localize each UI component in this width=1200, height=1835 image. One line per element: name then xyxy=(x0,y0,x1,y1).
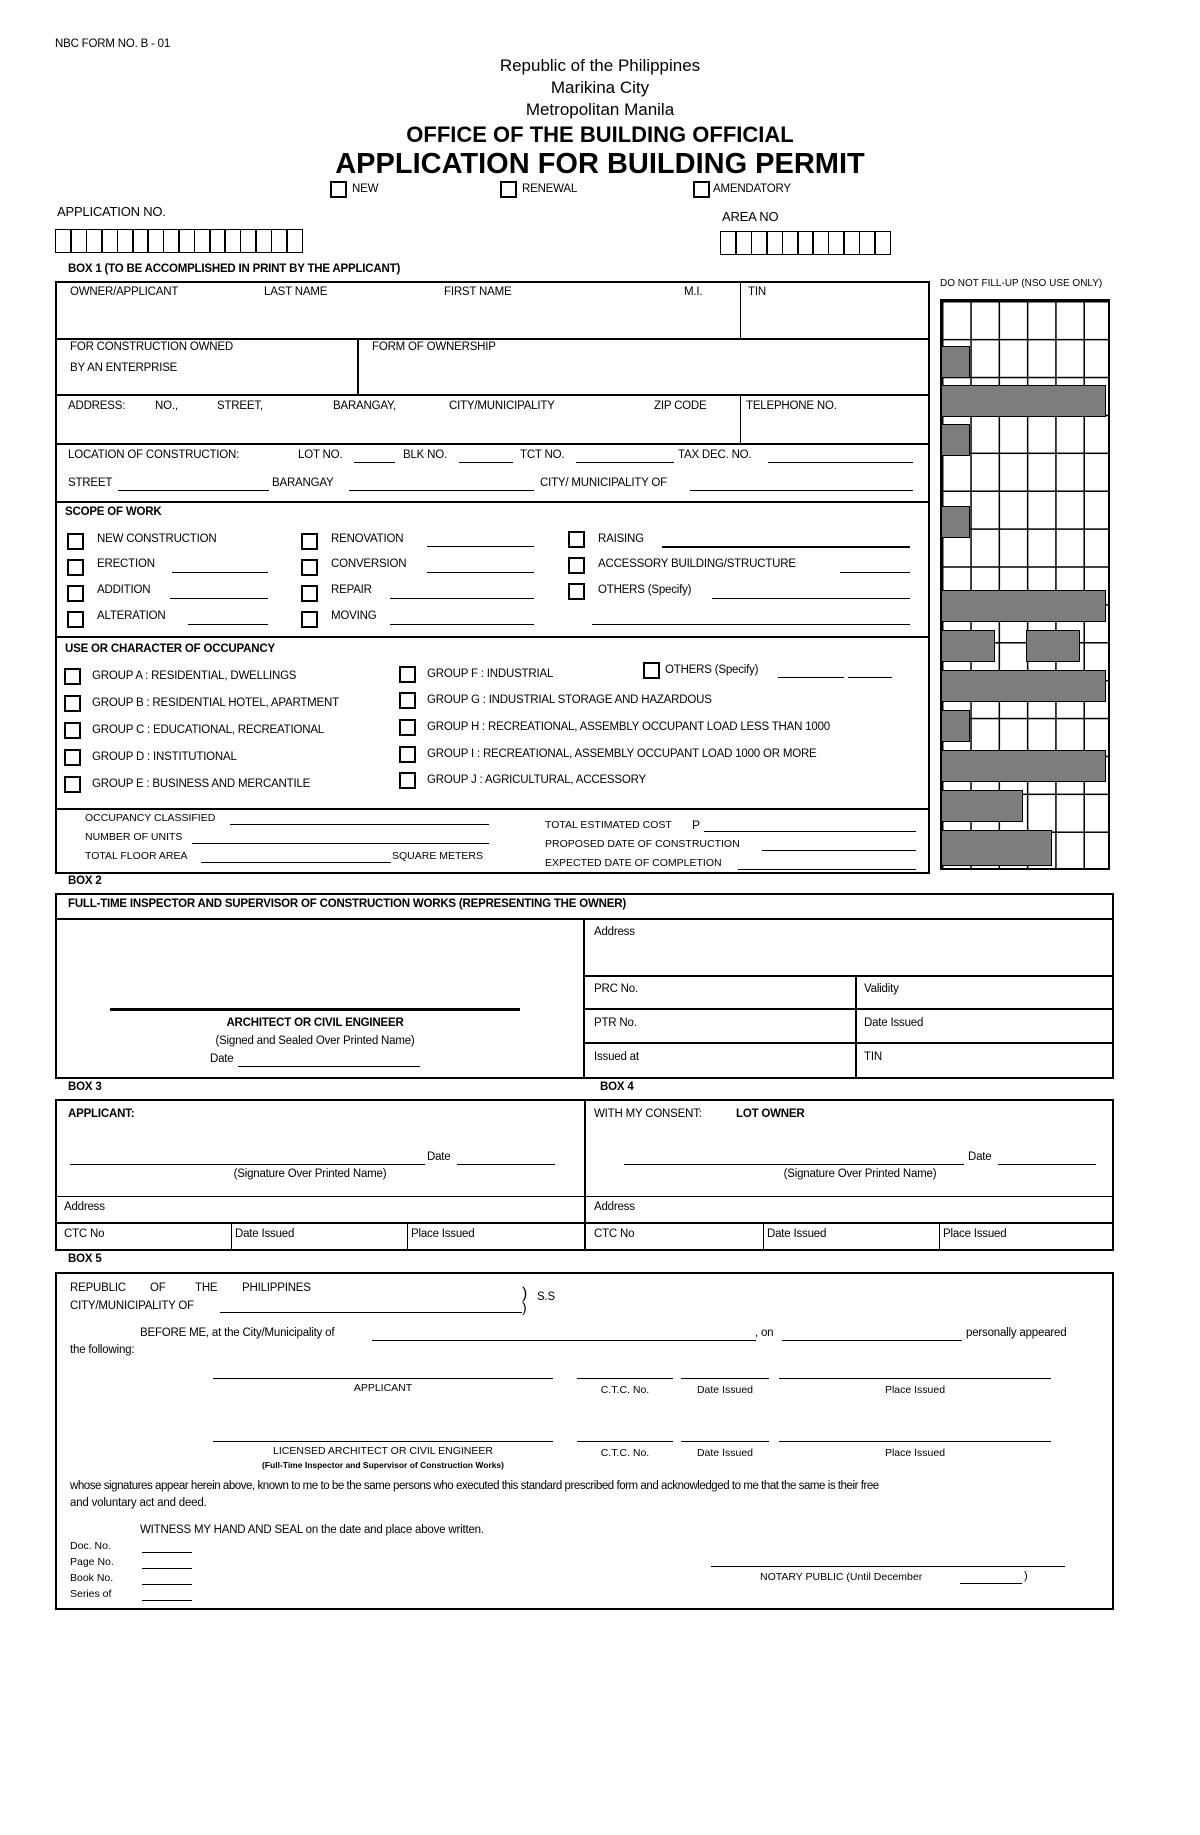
raising-label: RAISING xyxy=(598,533,644,545)
group-i-checkbox[interactable] xyxy=(399,746,416,763)
date-issued-sig-label-2: Date Issued xyxy=(696,1447,754,1459)
enterprise-label-1: FOR CONSTRUCTION OWNED xyxy=(70,341,233,353)
square-meters-label: SQUARE METERS xyxy=(392,850,484,862)
box3-label: BOX 3 xyxy=(68,1081,102,1093)
group-b-label: GROUP B : RESIDENTIAL HOTEL, APARTMENT xyxy=(92,697,339,709)
bracket-close-2: ) xyxy=(522,1299,527,1315)
consent-label: WITH MY CONSENT: xyxy=(594,1108,702,1120)
header-city: Marikina City xyxy=(550,78,650,97)
page-no-label: Page No. xyxy=(70,1556,114,1568)
group-h-label: GROUP H : RECREATIONAL, ASSEMBLY OCCUPANT LOAD LESS THAN 1000 xyxy=(427,721,830,733)
total-cost-label: TOTAL ESTIMATED COST xyxy=(545,819,672,831)
box3-date-label: Date xyxy=(427,1151,451,1163)
group-e-checkbox[interactable] xyxy=(64,776,81,793)
proposed-date-label: PROPOSED DATE OF CONSTRUCTION xyxy=(545,838,740,850)
nso-shade xyxy=(941,750,1106,782)
tin-label: TIN xyxy=(748,286,766,298)
box3-place-issued-label: Place Issued xyxy=(411,1228,475,1240)
amendatory-checkbox[interactable] xyxy=(693,181,710,198)
addition-checkbox[interactable] xyxy=(67,585,84,602)
area-no-label: AREA NO xyxy=(722,209,779,224)
book-no-label: Book No. xyxy=(70,1572,114,1584)
box3-signature-label: (Signature Over Printed Name) xyxy=(233,1168,387,1180)
group-e-label: GROUP E : BUSINESS AND MERCANTILE xyxy=(92,778,311,790)
architect-sig-label: LICENSED ARCHITECT OR CIVIL ENGINEER xyxy=(273,1445,493,1457)
erection-checkbox[interactable] xyxy=(67,559,84,576)
area-no-cells[interactable] xyxy=(720,231,889,255)
box4-signature-label: (Signature Over Printed Name) xyxy=(783,1168,937,1180)
notary-label: NOTARY PUBLIC (Until December xyxy=(760,1571,923,1583)
occupancy-classified-label: OCCUPANCY CLASSIFIED xyxy=(85,812,216,824)
new-construction-label: NEW CONSTRUCTION xyxy=(97,533,217,545)
zip-code-label: ZIP CODE xyxy=(654,400,707,412)
scope-section xyxy=(55,501,930,638)
group-c-label: GROUP C : EDUCATIONAL, RECREATIONAL xyxy=(92,724,324,736)
enterprise-label-2: BY AN ENTERPRISE xyxy=(70,362,178,374)
number-units-label: NUMBER OF UNITS xyxy=(85,831,183,843)
appeared-text: personally appeared xyxy=(966,1327,1067,1339)
ctc-sig-label-2: C.T.C. No. xyxy=(600,1447,650,1459)
lot-owner-label: LOT OWNER xyxy=(736,1108,805,1120)
nso-shade xyxy=(941,424,970,456)
nso-shade xyxy=(941,506,970,538)
address-street-label: STREET, xyxy=(217,400,263,412)
page-title: APPLICATION FOR BUILDING PERMIT xyxy=(335,148,865,180)
new-construction-checkbox[interactable] xyxy=(67,533,84,550)
new-checkbox[interactable] xyxy=(330,181,347,198)
box2-label: BOX 2 xyxy=(68,875,102,887)
peso-sign: P xyxy=(692,818,701,832)
tct-no-label: TCT NO. xyxy=(520,449,565,461)
nso-shade xyxy=(941,830,1052,866)
box4-place-issued-label: Place Issued xyxy=(943,1228,1007,1240)
new-label: NEW xyxy=(352,183,379,195)
nso-shade xyxy=(1026,630,1080,662)
box3-address-label: Address xyxy=(64,1201,105,1213)
group-a-checkbox[interactable] xyxy=(64,668,81,685)
ptr-no-label: PTR No. xyxy=(594,1017,637,1029)
group-c-checkbox[interactable] xyxy=(64,722,81,739)
place-issued-sig-label-1: Place Issued xyxy=(884,1384,946,1396)
group-b-checkbox[interactable] xyxy=(64,695,81,712)
inspector-sig-label: (Full-Time Inspector and Supervisor of Construction Works) xyxy=(262,1460,504,1470)
box4-ctc-label: CTC No xyxy=(594,1228,635,1240)
box4-label: BOX 4 xyxy=(600,1081,634,1093)
inspector-title: FULL-TIME INSPECTOR AND SUPERVISOR OF CONSTRUCTION WORKS (REPRESENTING THE OWNER) xyxy=(68,898,626,910)
following-text: the following: xyxy=(70,1344,135,1356)
address-label: ADDRESS: xyxy=(68,400,126,412)
applicant-sig-label: APPLICANT xyxy=(353,1382,413,1394)
repair-label: REPAIR xyxy=(331,584,372,596)
whose-text-2: and voluntary act and deed. xyxy=(70,1497,207,1509)
moving-label: MOVING xyxy=(331,610,377,622)
header-republic: Republic of the Philippines xyxy=(499,56,701,75)
telephone-label: TELEPHONE NO. xyxy=(746,400,837,412)
box2-date-issued-label: Date Issued xyxy=(864,1017,924,1029)
doc-no-label: Doc. No. xyxy=(70,1540,111,1552)
group-f-checkbox[interactable] xyxy=(399,666,416,683)
barangay-label: BARANGAY xyxy=(272,477,334,489)
applicant-label: APPLICANT: xyxy=(68,1108,135,1120)
group-d-label: GROUP D : INSTITUTIONAL xyxy=(92,751,237,763)
nso-shade xyxy=(941,630,995,662)
street-label: STREET xyxy=(68,477,113,489)
mi-label: M.I. xyxy=(684,286,703,298)
nso-shade xyxy=(941,670,1106,702)
validity-label: Validity xyxy=(864,983,899,995)
nso-note: DO NOT FILL-UP (NSO USE ONLY) xyxy=(940,278,1103,289)
first-name-label: FIRST NAME xyxy=(444,286,512,298)
box2-tin-label: TIN xyxy=(864,1051,882,1063)
erection-label: ERECTION xyxy=(97,558,155,570)
application-no-cells[interactable] xyxy=(55,229,302,253)
conversion-checkbox[interactable] xyxy=(301,559,318,576)
form-ownership-label: FORM OF OWNERSHIP xyxy=(372,341,496,353)
renewal-checkbox[interactable] xyxy=(500,181,517,198)
nso-shade xyxy=(941,346,970,378)
group-i-label: GROUP I : RECREATIONAL, ASSEMBLY OCCUPANT LOAD 1000 OR MORE xyxy=(427,748,817,760)
lot-no-label: LOT NO. xyxy=(298,449,343,461)
repair-checkbox[interactable] xyxy=(301,585,318,602)
accessory-label: ACCESSORY BUILDING/STRUCTURE xyxy=(598,558,796,570)
architect-label: ARCHITECT OR CIVIL ENGINEER xyxy=(226,1017,404,1029)
floor-area-label: TOTAL FLOOR AREA xyxy=(85,850,188,862)
scope-title: SCOPE OF WORK xyxy=(65,506,162,518)
box3-ctc-label: CTC No xyxy=(64,1228,105,1240)
bracket-close: ) xyxy=(522,1285,528,1302)
location-label: LOCATION OF CONSTRUCTION: xyxy=(68,449,240,461)
moving-checkbox[interactable] xyxy=(301,611,318,628)
scope-others-label: OTHERS (Specify) xyxy=(598,584,692,596)
blk-no-label: BLK NO. xyxy=(403,449,447,461)
application-no-label: APPLICATION NO. xyxy=(57,204,166,219)
addition-label: ADDITION xyxy=(97,584,151,596)
group-j-label: GROUP J : AGRICULTURAL, ACCESSORY xyxy=(427,774,646,786)
group-h-checkbox[interactable] xyxy=(399,719,416,736)
before-me-text: BEFORE ME, at the City/Municipality of xyxy=(140,1327,335,1339)
expected-date-label: EXPECTED DATE OF COMPLETION xyxy=(545,857,722,869)
box2-date-label: Date xyxy=(210,1053,234,1065)
owner-label: OWNER/APPLICANT xyxy=(70,286,179,298)
prc-no-label: PRC No. xyxy=(594,983,638,995)
address-city-label: CITY/MUNICIPALITY xyxy=(449,400,555,412)
occupancy-others-checkbox[interactable] xyxy=(643,662,660,679)
conversion-label: CONVERSION xyxy=(331,558,407,570)
renovation-checkbox[interactable] xyxy=(301,533,318,550)
philippines-word: PHILIPPINES xyxy=(242,1282,311,1294)
ss-label: S.S xyxy=(537,1291,555,1303)
signed-sealed-label: (Signed and Sealed Over Printed Name) xyxy=(215,1035,415,1047)
of-word: OF xyxy=(150,1282,166,1294)
tax-dec-label: TAX DEC. NO. xyxy=(678,449,752,461)
group-f-label: GROUP F : INDUSTRIAL xyxy=(427,668,554,680)
republic-word: REPUBLIC xyxy=(70,1282,126,1294)
date-issued-sig-label-1: Date Issued xyxy=(696,1384,754,1396)
occupancy-others-label: OTHERS (Specify) xyxy=(665,664,759,676)
box2-address-label: Address xyxy=(594,926,635,938)
alteration-checkbox[interactable] xyxy=(67,611,84,628)
box4-date-label: Date xyxy=(968,1151,992,1163)
box5-city-label: CITY/MUNICIPALITY OF xyxy=(70,1300,195,1312)
group-g-checkbox[interactable] xyxy=(399,692,416,709)
box3-date-issued-label: Date Issued xyxy=(235,1228,295,1240)
place-issued-sig-label-2: Place Issued xyxy=(884,1447,946,1459)
on-text: , on xyxy=(755,1327,774,1339)
ctc-sig-label-1: C.T.C. No. xyxy=(600,1384,650,1396)
header-region: Metropolitan Manila xyxy=(525,100,675,119)
occupancy-title: USE OR CHARACTER OF OCCUPANCY xyxy=(65,643,275,655)
renewal-label: RENEWAL xyxy=(522,183,578,195)
scope-others-checkbox[interactable] xyxy=(568,583,585,600)
group-j-checkbox[interactable] xyxy=(399,772,416,789)
box4-date-issued-label: Date Issued xyxy=(767,1228,827,1240)
witness-text: WITNESS MY HAND AND SEAL on the date and place above written. xyxy=(140,1524,484,1536)
last-name-label: LAST NAME xyxy=(264,286,328,298)
raising-checkbox[interactable] xyxy=(568,531,585,548)
box5-label: BOX 5 xyxy=(68,1253,102,1265)
the-word: THE xyxy=(195,1282,218,1294)
address-no-label: NO., xyxy=(155,400,178,412)
group-d-checkbox[interactable] xyxy=(64,749,81,766)
group-a-label: GROUP A : RESIDENTIAL, DWELLINGS xyxy=(92,670,297,682)
form-number: NBC FORM NO. B - 01 xyxy=(55,38,171,50)
nso-shade xyxy=(941,710,970,742)
group-g-label: GROUP G : INDUSTRIAL STORAGE AND HAZARDOUS xyxy=(427,694,712,706)
amendatory-label: AMENDATORY xyxy=(713,183,791,195)
accessory-checkbox[interactable] xyxy=(568,557,585,574)
nso-shade xyxy=(941,790,1023,822)
office-title: OFFICE OF THE BUILDING OFFICIAL xyxy=(406,122,794,147)
whose-text-1: whose signatures appear herein above, known to me to be the same persons who executed this standard prescribed form and acknowledged to me that the same is their free xyxy=(70,1480,879,1492)
nso-shade xyxy=(941,385,1106,417)
issued-at-label: Issued at xyxy=(594,1051,639,1063)
city-of-label: CITY/ MUNICIPALITY OF xyxy=(540,477,668,489)
renovation-label: RENOVATION xyxy=(331,533,404,545)
nso-shade xyxy=(941,590,1106,622)
series-label: Series of xyxy=(70,1588,112,1600)
alteration-label: ALTERATION xyxy=(97,610,166,622)
box4-address-label: Address xyxy=(594,1201,635,1213)
address-barangay-label: BARANGAY, xyxy=(333,400,396,412)
notary-close: ) xyxy=(1024,1570,1028,1582)
box1-label: BOX 1 (TO BE ACCOMPLISHED IN PRINT BY THE APPLICANT) xyxy=(68,263,401,275)
